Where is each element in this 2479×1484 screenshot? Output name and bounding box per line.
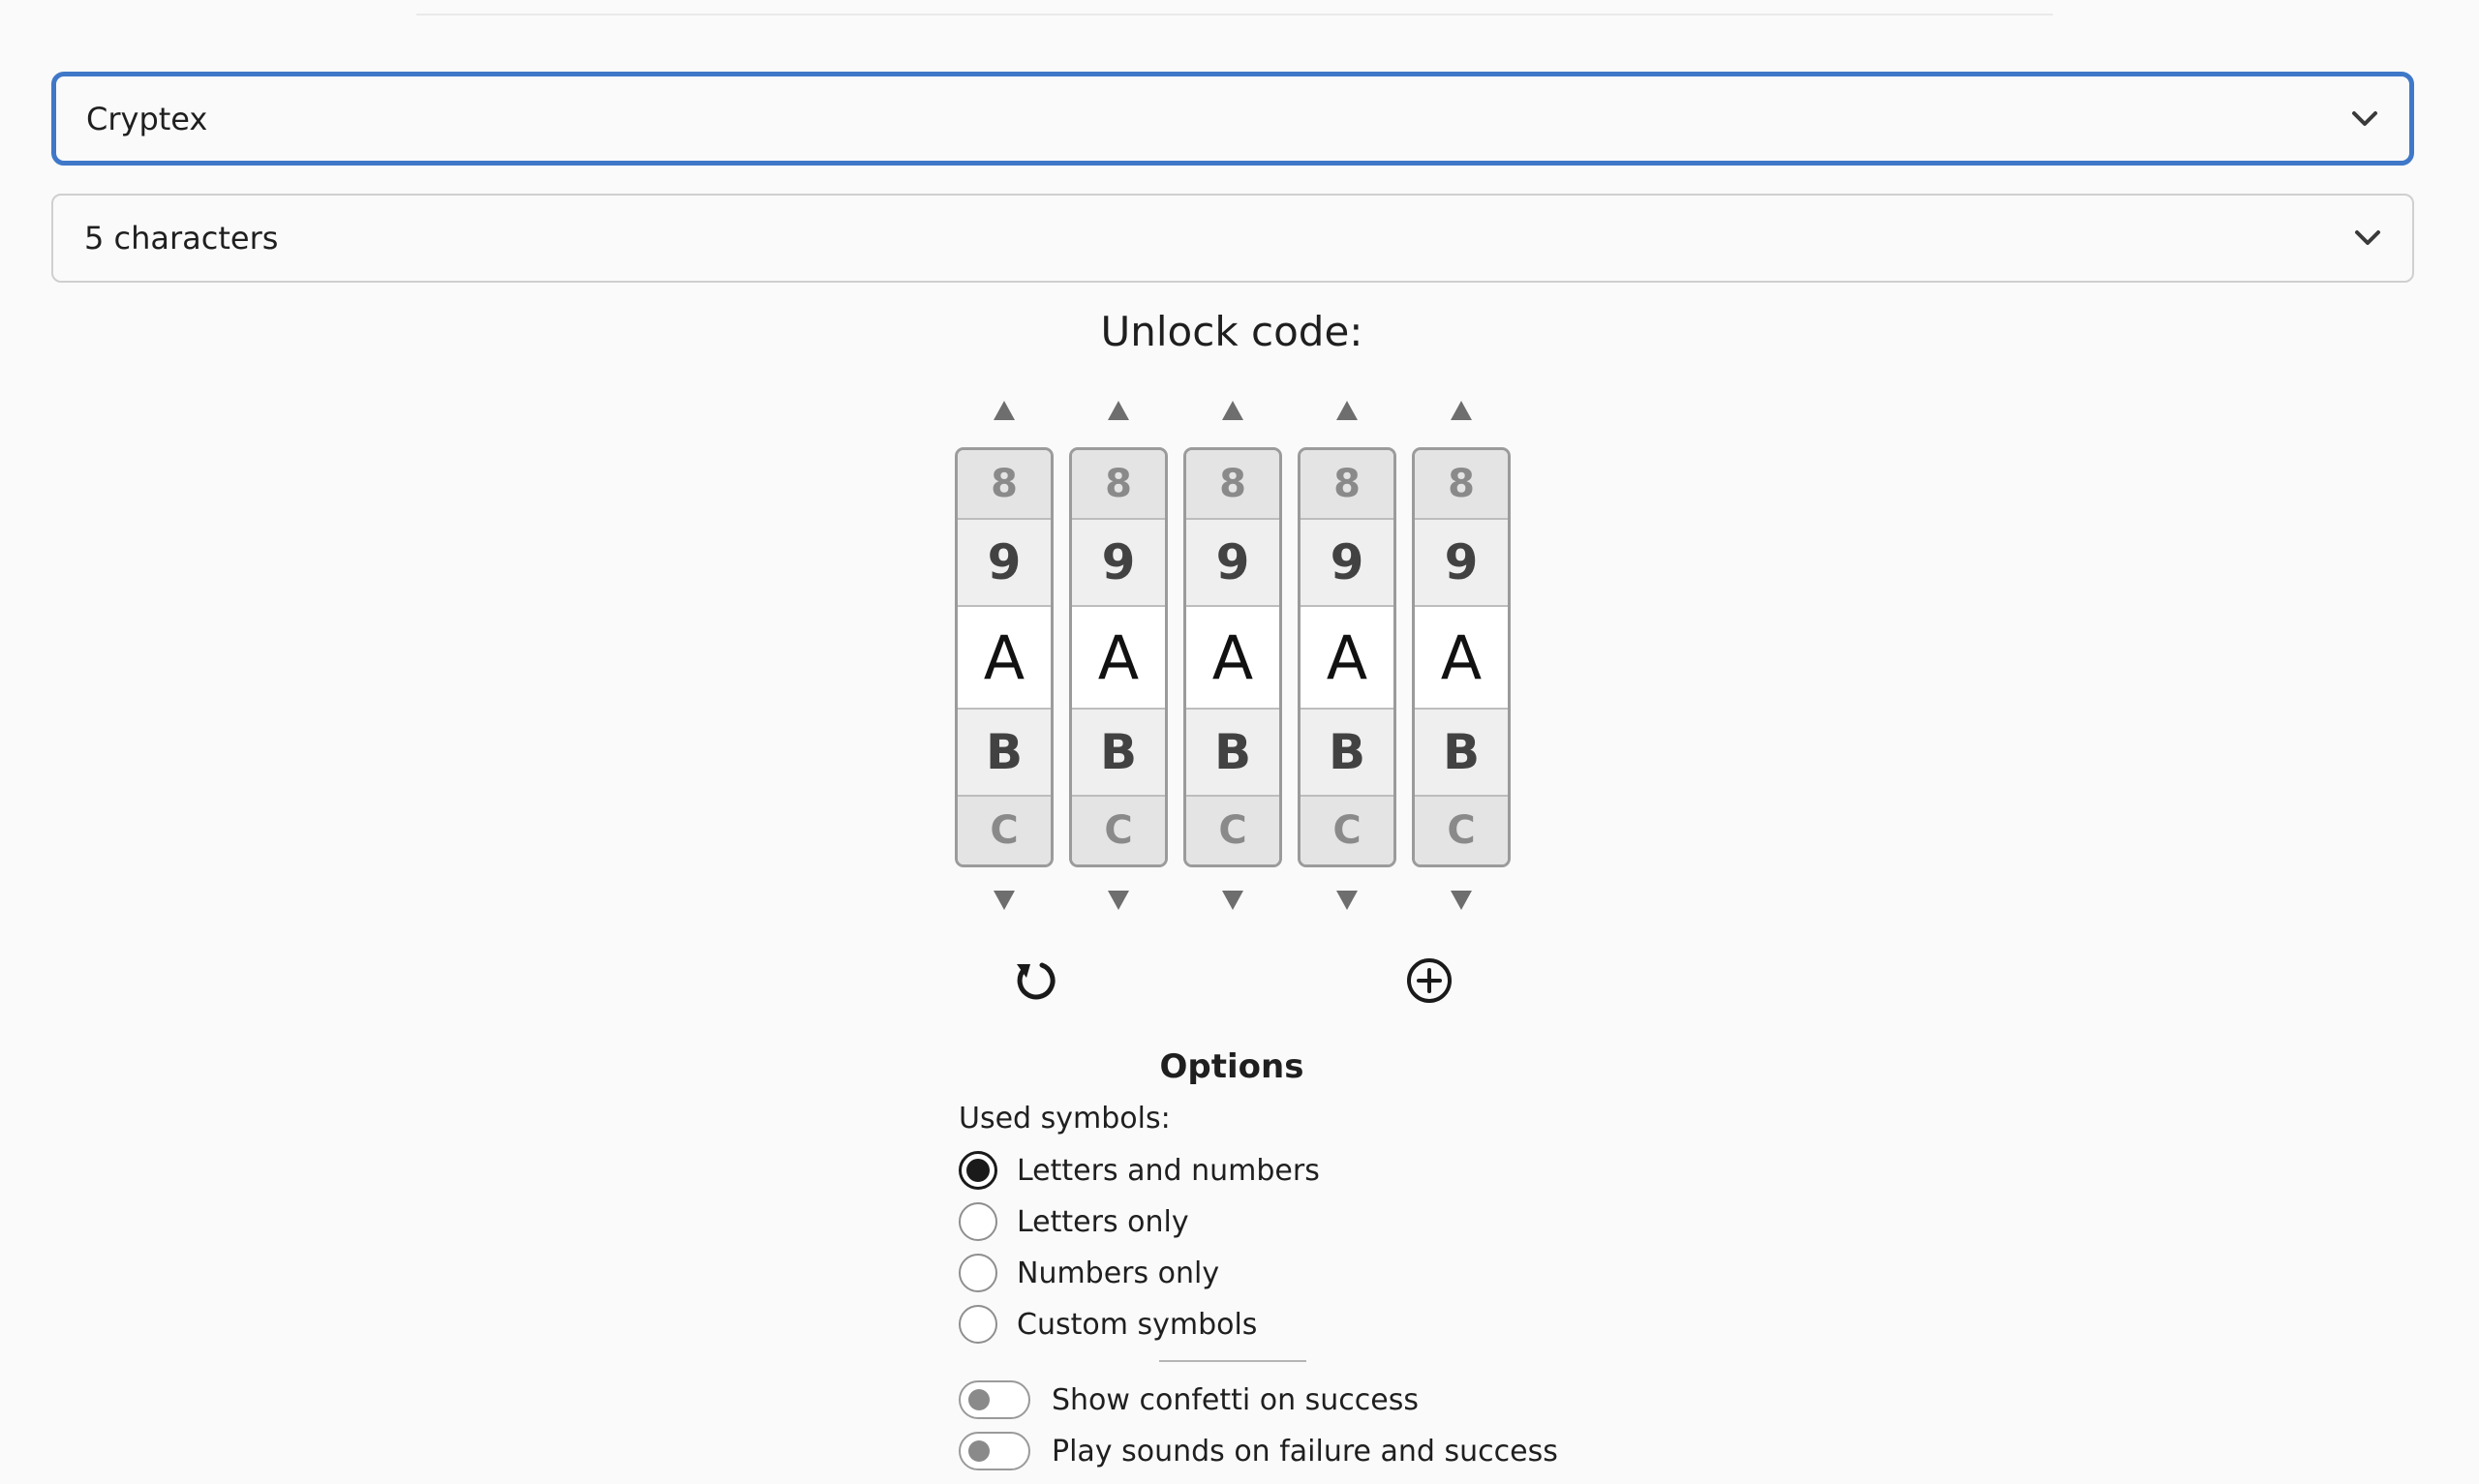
radio-label: Custom symbols (1017, 1307, 1258, 1342)
reset-button[interactable] (1006, 954, 1064, 1012)
options-title: Options (1159, 1047, 1304, 1086)
wheel-char-above-1: 9 (1415, 520, 1508, 607)
top-divider (416, 14, 2053, 15)
code-wheel-5 (1412, 391, 1511, 920)
wheel-char-current: A (1301, 607, 1393, 710)
code-wheel-3 (1183, 391, 1282, 920)
chevron-down-icon (2344, 215, 2391, 261)
wheel-char-current: A (1072, 607, 1165, 710)
wheel-char-current: A (1186, 607, 1279, 710)
code-wheel-4 (1298, 391, 1396, 920)
wheel-drum[interactable] (1069, 447, 1168, 867)
toggle-show-confetti[interactable] (959, 1378, 1419, 1421)
wheel-char-below-1: B (1072, 710, 1165, 797)
used-symbols-label: Used symbols: (959, 1102, 1171, 1136)
toggle-play-sounds[interactable] (959, 1430, 1558, 1472)
radio-button[interactable] (959, 1151, 997, 1190)
wheel-char-above-1: 9 (1301, 520, 1393, 607)
wheel-char-below-2: C (1072, 797, 1165, 864)
wheel-drum[interactable] (1298, 447, 1396, 867)
wheel-char-above-2: 8 (1072, 450, 1165, 520)
wheel-char-below-1: B (1301, 710, 1393, 797)
radio-letters-and-numbers[interactable] (959, 1149, 1320, 1192)
lock-type-select[interactable] (51, 72, 2414, 166)
radio-numbers-only[interactable] (959, 1252, 1219, 1294)
wheel-char-below-2: C (1186, 797, 1279, 864)
wheel-up-arrow-icon[interactable] (955, 391, 1054, 430)
lock-type-select-value: Cryptex (86, 100, 208, 137)
add-wheel-button[interactable] (1400, 954, 1458, 1012)
code-wheel-2 (1069, 391, 1168, 920)
radio-label: Letters only (1017, 1204, 1189, 1239)
wheel-down-arrow-icon[interactable] (955, 881, 1054, 920)
wheel-up-arrow-icon[interactable] (1069, 391, 1168, 430)
wheel-char-above-2: 8 (1186, 450, 1279, 520)
add-icon (1405, 956, 1454, 1009)
wheel-char-current: A (1415, 607, 1508, 710)
wheel-drum[interactable] (1412, 447, 1511, 867)
wheel-down-arrow-icon[interactable] (1069, 881, 1168, 920)
wheel-char-above-2: 8 (958, 450, 1051, 520)
wheel-down-arrow-icon[interactable] (1412, 881, 1511, 920)
wheel-char-current: A (958, 607, 1051, 710)
toggle-label: Show confetti on success (1052, 1382, 1420, 1417)
toggle-switch[interactable] (959, 1380, 1030, 1419)
wheel-char-above-2: 8 (1301, 450, 1393, 520)
code-length-select[interactable] (51, 194, 2414, 283)
wheel-char-above-1: 9 (958, 520, 1051, 607)
radio-label: Numbers only (1017, 1256, 1220, 1290)
reset-icon (1011, 956, 1059, 1009)
code-wheel-1 (955, 391, 1054, 920)
wheel-drum[interactable] (955, 447, 1054, 867)
wheel-up-arrow-icon[interactable] (1412, 391, 1511, 430)
wheel-down-arrow-icon[interactable] (1298, 881, 1396, 920)
wheel-char-below-2: C (1415, 797, 1508, 864)
wheel-char-below-2: C (1301, 797, 1393, 864)
wheel-char-below-2: C (958, 797, 1051, 864)
options-divider (1159, 1360, 1306, 1362)
chevron-down-icon (2341, 96, 2388, 142)
wheel-down-arrow-icon[interactable] (1183, 881, 1282, 920)
wheel-char-above-2: 8 (1415, 450, 1508, 520)
radio-label: Letters and numbers (1017, 1153, 1320, 1188)
toggle-label: Play sounds on failure and success (1052, 1434, 1558, 1469)
wheel-drum[interactable] (1183, 447, 1282, 867)
toggle-switch[interactable] (959, 1432, 1030, 1470)
wheel-char-below-1: B (1186, 710, 1279, 797)
wheel-up-arrow-icon[interactable] (1298, 391, 1396, 430)
radio-custom-symbols[interactable] (959, 1303, 1257, 1346)
wheel-char-above-1: 9 (1072, 520, 1165, 607)
wheel-up-arrow-icon[interactable] (1183, 391, 1282, 430)
radio-button[interactable] (959, 1202, 997, 1241)
wheel-char-above-1: 9 (1186, 520, 1279, 607)
radio-button[interactable] (959, 1305, 997, 1344)
radio-button[interactable] (959, 1254, 997, 1292)
radio-letters-only[interactable] (959, 1200, 1189, 1243)
code-length-select-value: 5 characters (84, 220, 279, 257)
unlock-code-title: Unlock code: (1100, 308, 1363, 355)
wheel-char-below-1: B (958, 710, 1051, 797)
wheel-char-below-1: B (1415, 710, 1508, 797)
